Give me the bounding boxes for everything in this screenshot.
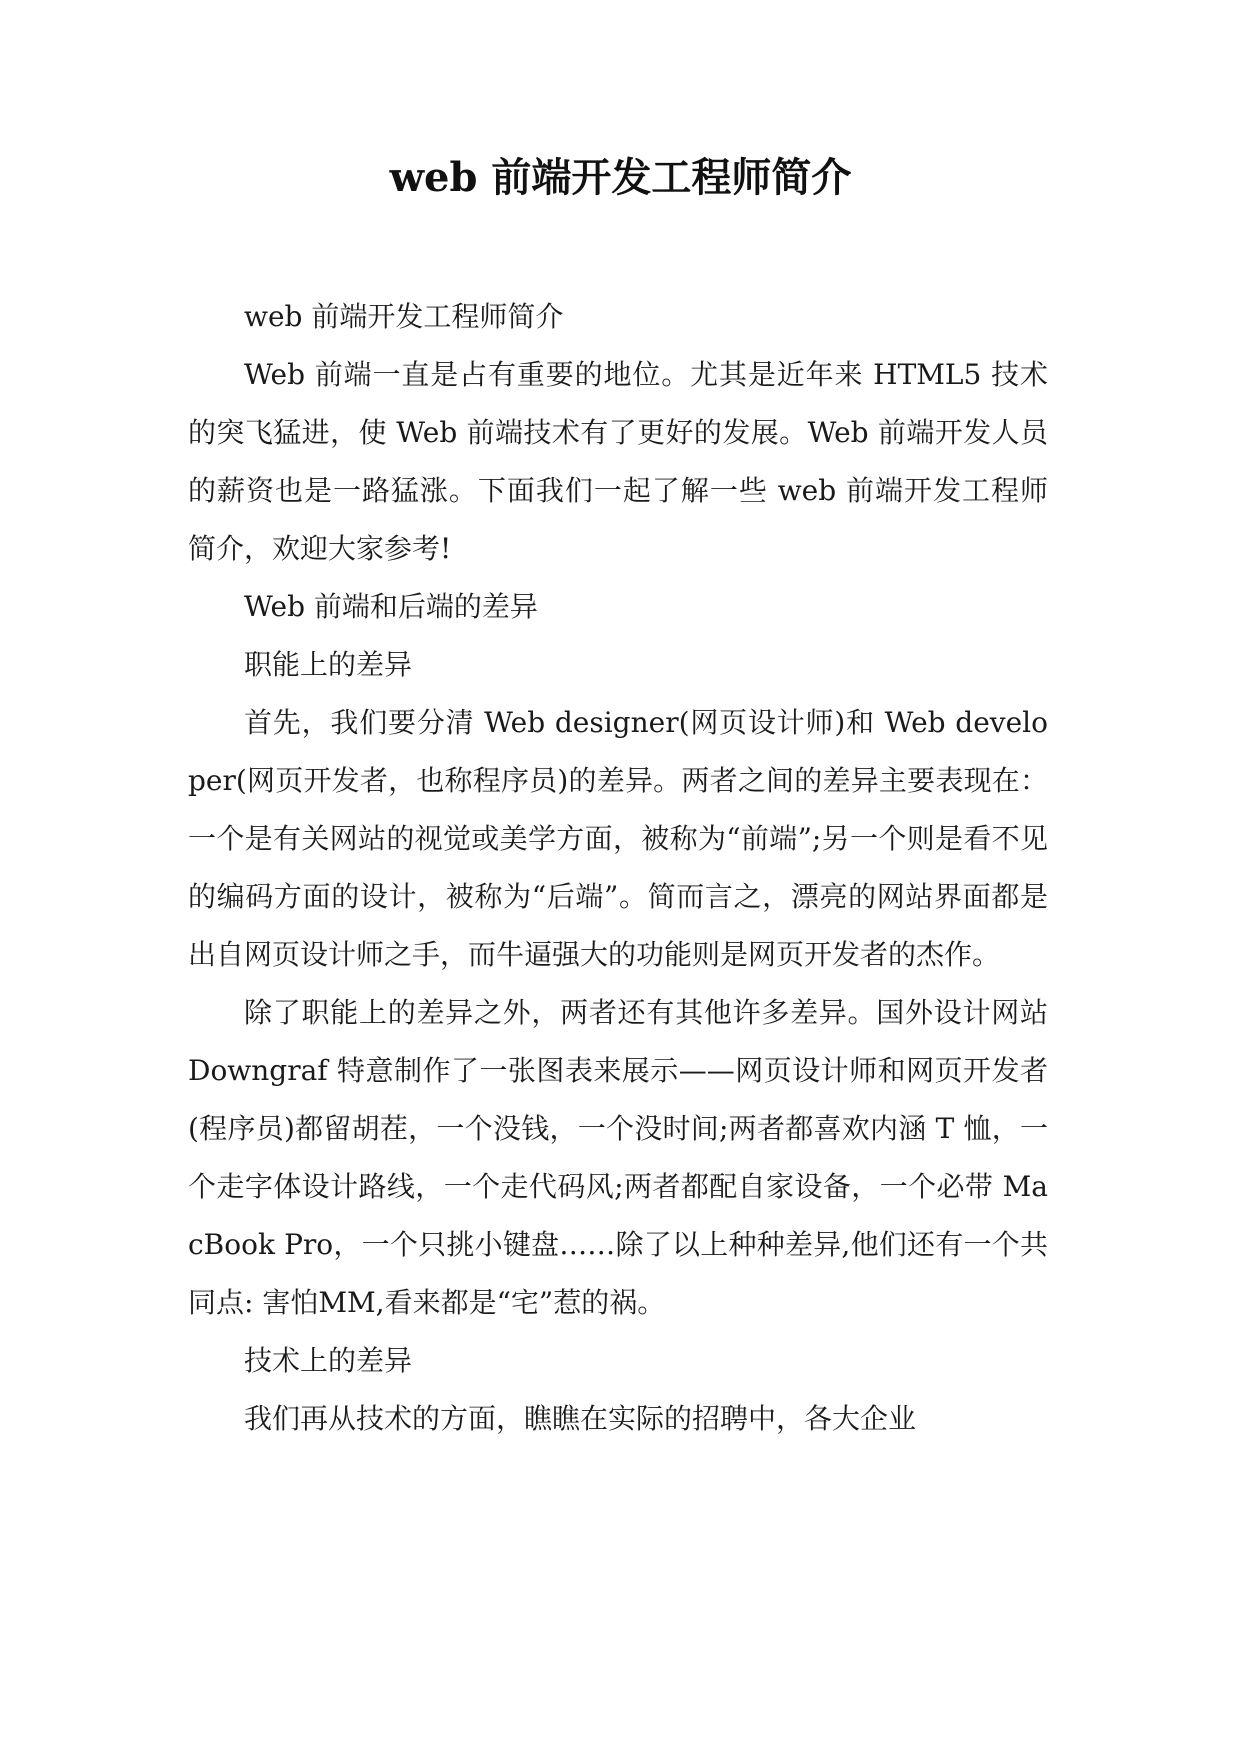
- paragraph-intro: Web 前端一直是占有重要的地位。尤其是近年来 HTML5 技术的突飞猛进，使 Web 前端技术有了更好的发展。Web 前端开发人员的薪资也是一路猛涨。下面我们一起了解一些 web 前端开发工程师简介，欢迎大家参考!: [188, 358, 1048, 565]
- paragraph-technical-difference: 我们再从技术的方面，瞧瞧在实际的招聘中，各大企业: [244, 1402, 917, 1435]
- paragraph-subtitle: web 前端开发工程师简介: [244, 300, 564, 333]
- document-body: [188, 288, 1048, 1448]
- paragraph-other-differences: 除了职能上的差异之外，两者还有其他许多差异。国外设计网站 Downgraf 特意制作了一张图表来展示——网页设计师和网页开发者(程序员)都留胡茬，一个没钱，一个没时间;两者都喜欢内涵 T 恤，一个走字体设计路线，一个走代码风;两者都配自家设备，一个必带 MacBook Pro，一个只挑小键盘……除了以上种种差异,他们还有一个共同点: 害怕MM,看来都是“宅”惹的祸。: [188, 996, 1048, 1319]
- section-heading-frontend-backend: Web 前端和后端的差异: [244, 590, 538, 623]
- document-title: web 前端开发工程师简介: [389, 154, 852, 201]
- subsection-heading-role-difference: 职能上的差异: [244, 648, 413, 681]
- subsection-heading-technical-difference: 技术上的差异: [244, 1344, 413, 1377]
- paragraph-role-difference: 首先，我们要分清 Web designer(网页设计师)和 Web developer(网页开发者，也称程序员)的差异。两者之间的差异主要表现在：一个是有关网站的视觉或美学方面，被称为“前端”;另一个则是看不见的编码方面的设计，被称为“后端”。简而言之，漂亮的网站界面都是出自网页设计师之手，而牛逼强大的功能则是网页开发者的杰作。: [188, 706, 1048, 971]
